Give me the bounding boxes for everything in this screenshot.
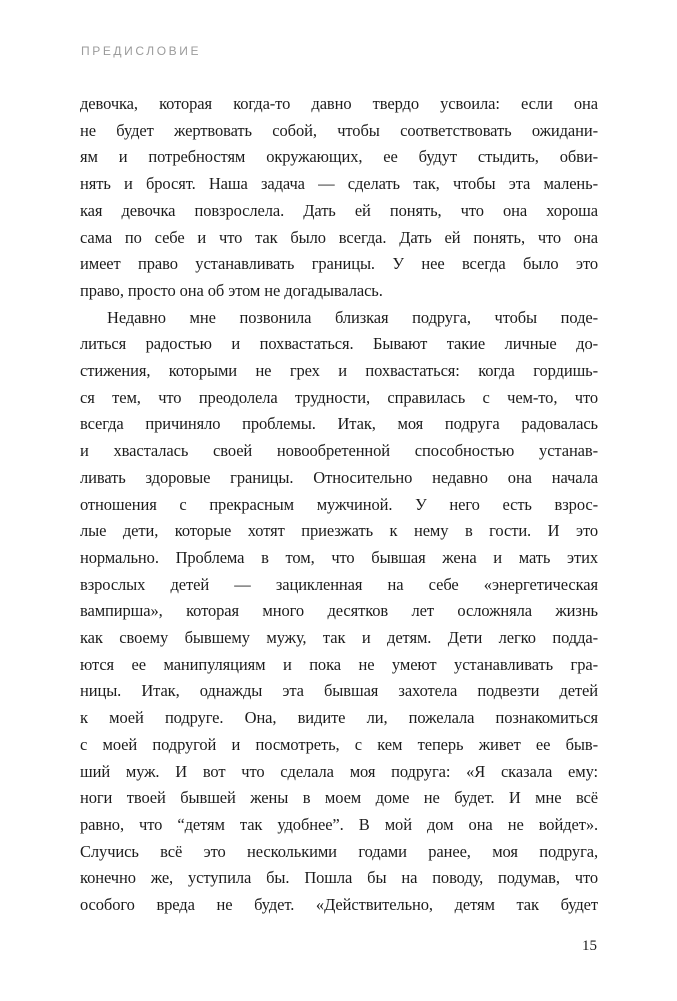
text-line: девочка, которая когда-то давно твердо усвоила: если она	[80, 94, 598, 113]
text-line: кая девочка повзрослела. Дать ей понять, что она хороша	[80, 200, 598, 220]
text-line: Недавно мне позвонила близкая подруга, чтобы поде-	[107, 307, 598, 327]
text-line: лые дети, которые хотят приезжать к нему в гости. И это	[80, 521, 598, 541]
text-line: ся тем, что преодолела трудности, справилась с чем-то, что	[80, 387, 598, 407]
text-line: имеет право устанавливать границы. У нее всегда было это	[80, 254, 598, 274]
text-line: и хвасталась своей новообретенной способностью устанав-	[80, 441, 598, 461]
text-line: равно, что “детям так удобнее”. В мой дом она не войдет».	[80, 814, 598, 834]
page-number: 15	[582, 938, 597, 954]
text-line: отношения с прекрасным мужчиной. У него есть взрос-	[80, 494, 598, 514]
text-line: особого вреда не будет. «Действительно, детям так будет	[80, 895, 598, 915]
text-line: нормально. Проблема в том, что бывшая жена и мать этих	[80, 547, 598, 567]
text-line: к моей подруге. Она, видите ли, пожелала познакомиться	[80, 708, 598, 728]
text-line: ноги твоей бывшей жены в моем доме не будет. И мне всё	[80, 788, 598, 808]
text-line: не будет жертвовать собой, чтобы соответствовать ожидани-	[80, 120, 598, 140]
text-line: ливать здоровые границы. Относительно недавно она начала	[80, 467, 598, 487]
running-header: ПРЕДИСЛОВИЕ	[81, 44, 202, 58]
text-line: всегда причиняло проблемы. Итак, моя подруга радовалась	[80, 414, 598, 434]
text-line: нять и бросят. Наша задача — сделать так, чтобы эта малень-	[80, 174, 598, 194]
text-line: ются ее манипуляциям и пока не умеют устанавливать гра-	[80, 654, 598, 674]
body-text	[80, 91, 598, 919]
text-line: взрослых детей — зацикленная на себе «энергетическая	[80, 574, 598, 594]
text-line: ницы. Итак, однажды эта бывшая захотела подвезти детей	[80, 681, 598, 701]
text-line: стижения, которыми не грех и похвастаться: когда гордишь-	[80, 361, 598, 381]
text-line: ший муж. И вот что сделала моя подруга: «Я сказала ему:	[80, 761, 598, 781]
text-line: сама по себе и что так было всегда. Дать ей понять, что она	[80, 227, 598, 247]
text-line: вампирша», которая много десятков лет осложняла жизнь	[80, 601, 598, 621]
text-line: литься радостью и похвастаться. Бывают такие личные до-	[80, 334, 598, 354]
text-line: конечно же, уступила бы. Пошла бы на поводу, подумав, что	[80, 868, 598, 888]
text-line: как своему бывшему мужу, так и детям. Дети легко подда-	[80, 628, 598, 648]
text-line: Случись всё это несколькими годами ранее, моя подруга,	[80, 841, 598, 861]
text-line: право, просто она об этом не догадывалась.	[80, 280, 383, 300]
text-line: с моей подругой и посмотреть, с кем теперь живет ее быв-	[80, 734, 598, 754]
text-line: ям и потребностям окружающих, ее будут стыдить, обви-	[80, 147, 598, 167]
